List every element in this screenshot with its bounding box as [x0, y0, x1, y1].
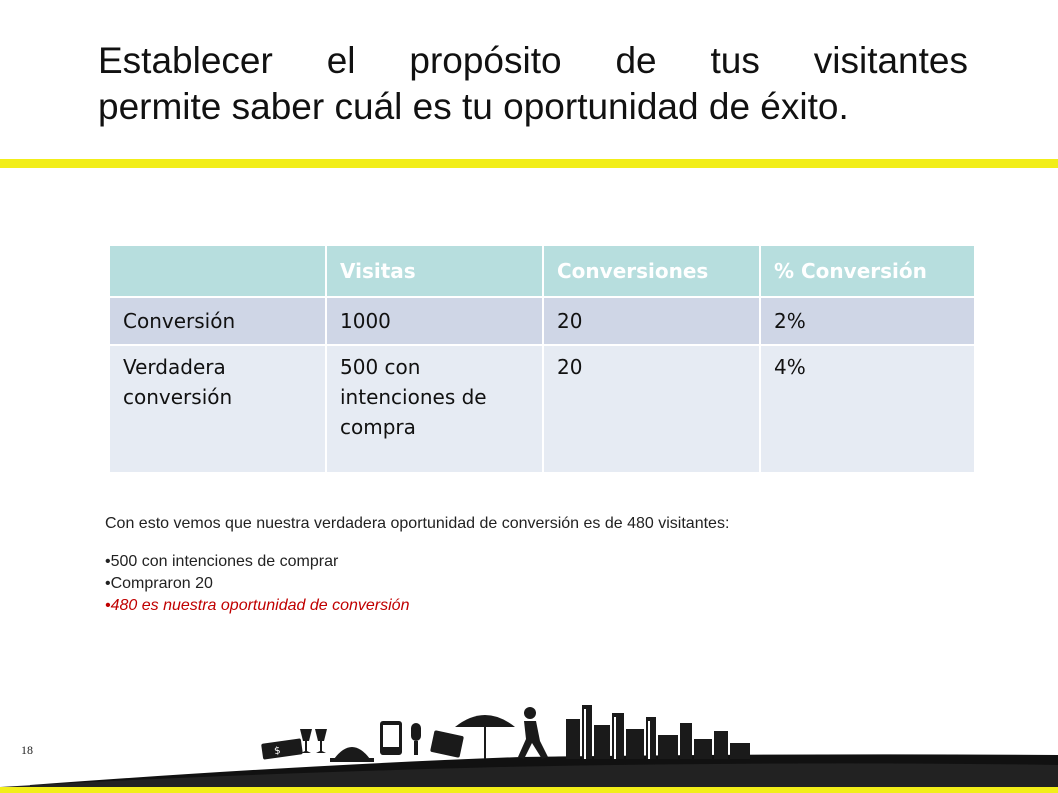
header-cell-empty	[110, 246, 327, 298]
header-cell-porcentaje: % Conversión	[761, 246, 974, 298]
title-line-2: permite saber cuál es tu oportunidad de éxito.	[98, 86, 849, 127]
footer-bar	[0, 787, 1058, 793]
notes-bullet-highlight: •480 es nuestra oportunidad de conversión	[105, 597, 410, 614]
cloche-icon	[334, 747, 370, 759]
table-cell: 20	[544, 346, 761, 472]
table-cell: 4%	[761, 346, 974, 472]
header-cell-conversiones: Conversiones	[544, 246, 761, 298]
money-icon	[261, 738, 303, 759]
title-line-1: Establecer el propósito de tus visitantes	[98, 40, 968, 81]
table-cell: 20	[544, 298, 761, 346]
notes-bullet: •Compraron 20	[105, 575, 213, 592]
notes-intro: Con esto vemos que nuestra verdadera oportunidad de conversión es de 480 visitantes:	[105, 515, 730, 532]
header-cell-visitas: Visitas	[327, 246, 544, 298]
notes-block	[105, 513, 729, 617]
city-skyline-illustration	[0, 695, 1058, 787]
table-cell: Verdadera conversión	[110, 346, 327, 472]
svg-text:$: $	[273, 745, 282, 758]
buildings	[566, 705, 750, 759]
table-cell: 2%	[761, 298, 974, 346]
table-cell: 500 con intenciones de compra	[327, 346, 544, 472]
table-cell: Conversión	[110, 298, 327, 346]
title-divider	[0, 159, 1058, 168]
microphone-icon	[411, 723, 421, 741]
person-icon	[524, 707, 536, 719]
wine-glass-icon	[315, 729, 327, 753]
table-row	[110, 298, 974, 346]
tablet-icon	[430, 730, 464, 758]
slide-title	[98, 38, 968, 130]
notes-spacer	[105, 535, 729, 551]
conversion-table	[110, 246, 974, 472]
table-cell: 1000	[327, 298, 544, 346]
notes-bullet: •500 con intenciones de comprar	[105, 553, 339, 570]
table-header-row	[110, 246, 974, 298]
page-number: 18	[21, 743, 33, 757]
table-row	[110, 346, 974, 472]
